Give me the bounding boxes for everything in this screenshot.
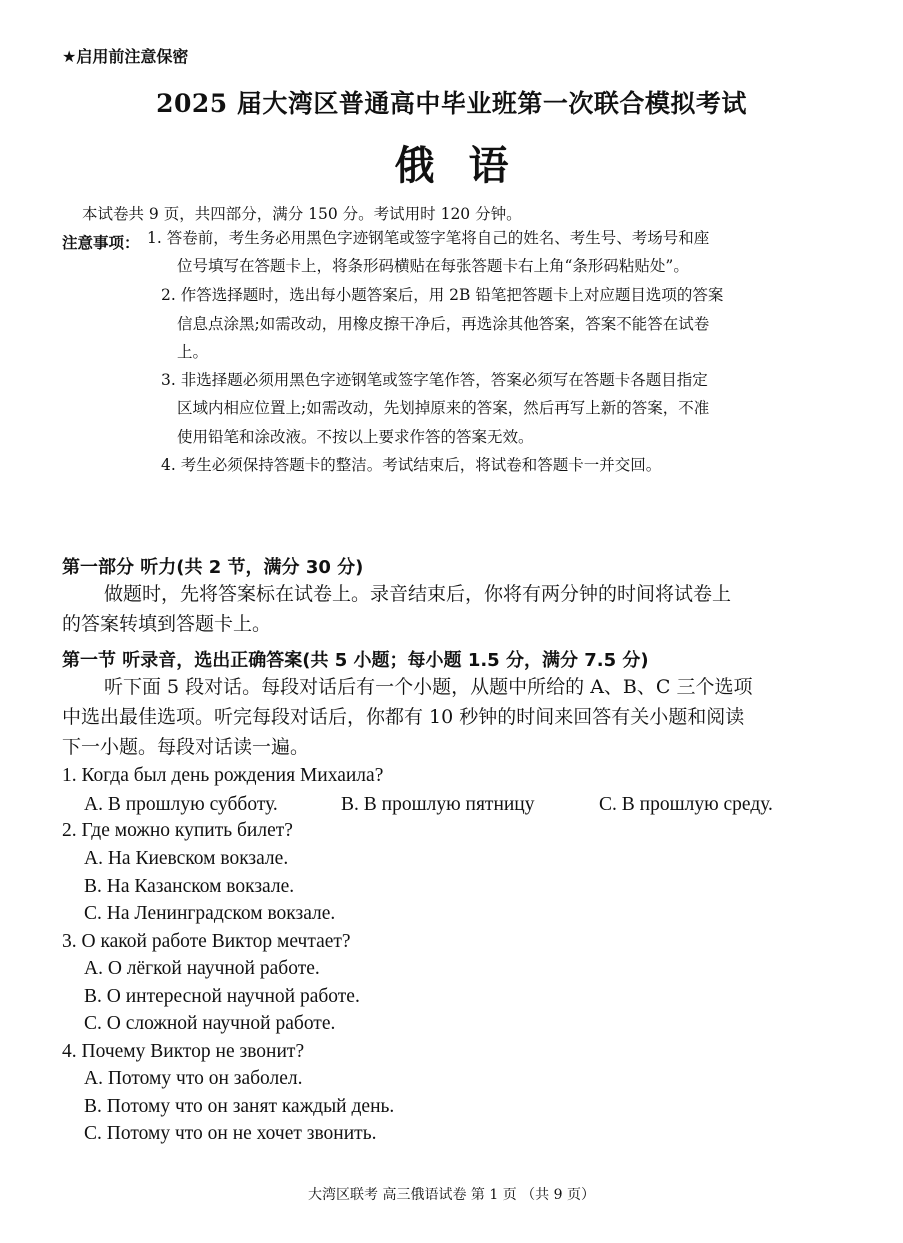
question-1-option-b: B. В прошлую пятницу — [341, 794, 535, 815]
note-1-line-1: 1. 答卷前，考生务必用黑色字迹钢笔或签字笔将自己的姓名、考生号、考场号和座 — [147, 229, 710, 247]
question-2-option-a: A. На Киевском вокзале. — [84, 848, 289, 869]
section1-instruction-line-3: 下一小题。每段对话读一遍。 — [62, 736, 310, 758]
note-3-line-3: 使用铅笔和涂改液。不按以上要求作答的答案无效。 — [177, 428, 534, 446]
part1-heading: 第一部分 听力(共 2 节，满分 30 分) — [62, 557, 364, 578]
question-3-option-a: A. О лёгкой научной работе. — [84, 958, 320, 979]
note-2-line-3: 上。 — [177, 343, 209, 361]
note-2-line-2: 信息点涂黑;如需改动，用橡皮擦干净后，再选涂其他答案，答案不能答在试卷 — [177, 315, 710, 333]
question-4-option-c: C. Потому что он не хочет звонить. — [84, 1123, 377, 1144]
page-footer: 大湾区联考 高三俄语试卷 第 1 页 （共 9 页） — [308, 1187, 595, 1203]
question-2-option-c: C. На Ленинградском вокзале. — [84, 903, 336, 924]
part1-instruction-line-2: 的答案转填到答题卡上。 — [62, 613, 272, 635]
exam-info: 本试卷共 9 页，共四部分，满分 150 分。考试用时 120 分钟。 — [82, 205, 522, 223]
part1-instruction-line-1: 做题时，先将答案标在试卷上。录音结束后，你将有两分钟的时间将试卷上 — [104, 583, 732, 605]
confidential-label: ★启用前注意保密 — [62, 47, 189, 66]
note-1-line-2: 位号填写在答题卡上，将条形码横贴在每张答题卡右上角“条形码粘贴处”。 — [177, 257, 689, 275]
exam-title: 2025 届大湾区普通高中毕业班第一次联合模拟考试 — [156, 89, 747, 118]
question-4: 4. Почему Виктор не звонит? — [62, 1041, 305, 1062]
question-3-option-b: B. О интересной научной работе. — [84, 986, 360, 1007]
note-4-line-1: 4. 考生必须保持答题卡的整洁。考试结束后，将试卷和答题卡一并交回。 — [161, 456, 662, 474]
question-4-option-a: A. Потому что он заболел. — [84, 1068, 303, 1089]
question-2: 2. Где можно купить билет? — [62, 820, 293, 841]
note-3-line-1: 3. 非选择题必须用黑色字迹钢笔或签字笔作答，答案必须写在答题卡各题目指定 — [161, 371, 708, 389]
question-2-option-b: B. На Казанском вокзале. — [84, 876, 295, 897]
section1-instruction-line-1: 听下面 5 段对话。每段对话后有一个小题，从题中所给的 A、B、C 三个选项 — [104, 676, 753, 698]
subject-title: 俄语 — [394, 142, 543, 189]
question-1: 1. Когда был день рождения Михаила? — [62, 765, 384, 786]
question-1-option-c: C. В прошлую среду. — [599, 794, 773, 815]
question-4-option-b: B. Потому что он занят каждый день. — [84, 1096, 395, 1117]
section1-heading: 第一节 听录音，选出正确答案(共 5 小题；每小题 1.5 分，满分 7.5 分) — [62, 650, 649, 671]
note-2-line-1: 2. 作答选择题时，选出每小题答案后，用 2B 铅笔把答题卡上对应题目选项的答案 — [161, 286, 724, 304]
section1-instruction-line-2: 中选出最佳选项。听完每段对话后，你都有 10 秒钟的时间来回答有关小题和阅读 — [62, 706, 745, 728]
note-item — [0, 0, 903, 500]
question-3: 3. О какой работе Виктор мечтает? — [62, 931, 351, 952]
notes-label: 注意事项： — [62, 234, 140, 252]
question-1-option-a: A. В прошлую субботу. — [84, 794, 278, 815]
note-3-line-2: 区域内相应位置上;如需改动，先划掉原来的答案，然后再写上新的答案，不准 — [177, 399, 710, 417]
question-3-option-c: C. О сложной научной работе. — [84, 1013, 336, 1034]
